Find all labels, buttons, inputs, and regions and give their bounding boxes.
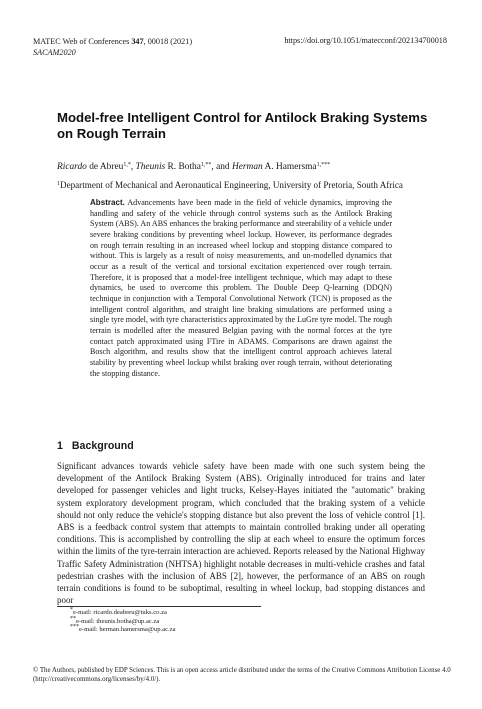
footnote-email: e-mail: theunis.botha@up.ac.za [76, 617, 160, 625]
author-affiliation-mark: 1,* [123, 162, 131, 168]
footnote [70, 609, 176, 618]
paper-title: Model-free Intelligent Control for Antilock Braking Systems on Rough Terrain [57, 110, 428, 141]
footnote [70, 615, 176, 627]
section-body-text: Significant advances towards vehicle safety have been made with one such system being the development of the Antilock Braking System (ABS). Originally introduced for trains and later developed for passenger vehicles and light trucks, Kelsey-Hayes initiated the "automatic" braking system exploratory development program, which concluded that the braking system of a vehicle should not only reduce the vehicle's stopping distance but also prevent the loss of vehicle control [1]. ABS is a feedback control system that attempts to maintain controlled braking under all operating conditions. This is accomplished by controlling the slip at each wheel to ensure the optimum forces within the limits of the tyre-terrain interaction are achieved. Reports released by the National Highway Traffic Safety Administration (NHTSA) highlight notable decreases in multi-vehicle crashes and fatal pedestrian crashes with the inclusion of ABS [2], however, the performance of an ABS on rough terrain conditions is found to be suboptimal, resulting in wheel lockup, bad stopping distances and poor [57, 461, 425, 606]
author-family-name: R. Botha [167, 162, 201, 172]
footnote-mark: *** [70, 624, 79, 630]
journal-name: MATEC Web of Conferences [33, 37, 130, 46]
article-info: , 00018 (2021) [143, 37, 193, 46]
section-title: Background [71, 440, 134, 452]
running-header [33, 36, 192, 58]
author-family-name: A. Hamersma [264, 162, 317, 172]
conference-series: SACAM2020 [33, 48, 76, 57]
section-number: 1 [57, 440, 63, 452]
affiliation [57, 179, 403, 191]
footnote [70, 626, 176, 635]
footnote-mark: * [70, 607, 73, 613]
abstract [90, 198, 392, 379]
author-separator: , and [211, 162, 232, 172]
author-list [57, 161, 330, 173]
footnotes [70, 609, 176, 635]
author-family-name: de Abreu [89, 162, 124, 172]
abstract-label: Abstract. [90, 198, 125, 207]
footnote-divider [57, 606, 261, 607]
affiliation-text: Department of Mechanical and Aeronautical Engineering, University of Pretoria, South Africa [60, 180, 403, 190]
footnote-email: e-mail: herman.hamersma@up.ac.za [79, 626, 176, 633]
journal-volume: 347 [131, 37, 144, 46]
author-affiliation-mark: 1,*** [316, 162, 331, 168]
author-affiliation-mark: 1,** [200, 162, 212, 168]
author-given-name: Herman [231, 162, 263, 172]
author-given-name: Theunis [135, 162, 166, 172]
section-heading [57, 440, 134, 452]
affiliation-mark: 1 [57, 181, 60, 187]
footnote-email: e-mail: ricardo.deabreu@tuks.co.za [73, 609, 167, 616]
author-separator: , [130, 162, 136, 172]
journal-citation [33, 36, 192, 47]
abstract-text: Advancements have been made in the field of vehicle dynamics, improving the handling and safety of the vehicle through control systems such as the Antilock Braking System (ABS). An ABS enhances the braking performance and steerability of a vehicle under severe braking conditions by preventing wheel lockup. However, its performance degrades on rough terrain resulting in an increased wheel lockup and stopping distance compared to without. This is largely as a result of noisy measurements, and un-modelled dynamics that occur as a result of the vertical and torsional excitation experienced over rough terrain. Therefore, it is proposed that a model-free intelligent technique, which may adapt to these dynamics, be used to overcome this problem. The Double Deep Q-learning (DDQN) technique in conjunction with a Temporal Convolutional Network (TCN) is proposed as the intelligent control algorithm, and straight line braking simulations are performed using a single tyre model, with tyre characteristics approximated by the LuGre tyre model. The rough terrain is modelled after the measured Belgian paving with the normal forces at the tyre contact patch approximated using FTire in ADAMS. Comparisons are drawn against the Bosch algorithm, and results show that the intelligent control approach achieves lateral stability by preventing wheel lockup whilst braking over rough terrain, without deteriorating the stopping distance. [90, 198, 392, 378]
footnote-mark: ** [70, 615, 76, 622]
doi-link[interactable]: https://doi.org/10.1051/matecconf/202134700018 [284, 36, 447, 45]
author-given-name: Ricardo [57, 162, 87, 172]
license-footer: © The Authors, published by EDP Sciences. This is an open access article distributed under the terms of the Creative Commons Attribution License 4.0 (http://creativecommons.org/licenses/by/4.0/). [33, 667, 451, 683]
